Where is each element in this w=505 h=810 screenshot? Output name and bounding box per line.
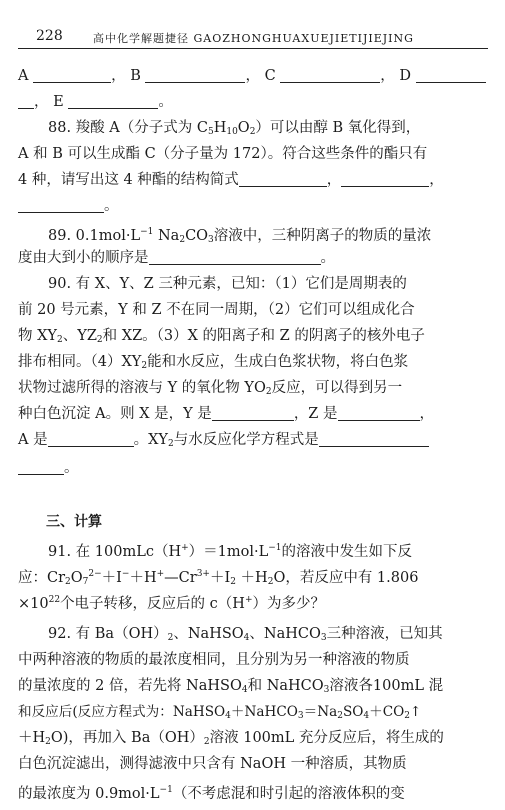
page-header (18, 28, 488, 49)
q88-line2: A 和 B 可以生成酯 C（分子量为 172）。符合这些条件的酯只有 (18, 146, 428, 162)
blank-line-e: ， E 。 (18, 92, 173, 112)
q90-line4: 排布相同。$(4)XY_2$能和水反应，生成白色浆状物，将白色浆 (18, 354, 409, 371)
q92-line3: 的量浓度的 2 倍，若先将 NaHSO$_4$和 NaHCO$_3$溶液各100mL 混 (18, 678, 444, 695)
q91-line3: $\times 10^{22}$个电子转移，反应后的 c（H+）为多少？ (18, 595, 325, 612)
blank-ester-2 (341, 170, 429, 187)
label-d: D (399, 68, 412, 84)
q91-line2: 应：$Cr_2O_7^{2-}+I^-+H^+—Cr^{3+}+I_2 +H_2O$，若反应中有 1.806 (18, 569, 419, 587)
blank-z (338, 404, 420, 421)
section-title: 三、计算 (46, 514, 102, 530)
q92-line7: 的最浓度为 $0.9mol\cdot L^{-1}$（不考虑混和时引起的溶液体积的变 (18, 785, 405, 802)
label-b: B (130, 68, 141, 84)
q92-line5: $+H_2O$)，再加入 $Ba(OH)_2$溶液 100mL 充分反应后，将生成的 (18, 730, 444, 747)
q88-line3: 4 种，请写出这 4 种酯的结构简式 ， ， (18, 172, 444, 188)
q89-line1: 89. $0.1mol\cdot L^{-1}$ $Na_2CO_3$溶液中，三种阴离子的物质的量浓 (48, 227, 432, 245)
blank-y (212, 404, 294, 421)
blank-b (145, 66, 245, 83)
q88-line4: 。 (18, 196, 119, 216)
blank-order (149, 248, 321, 265)
blank-a-compound (48, 430, 134, 447)
q88-line1: 88. 羧酸 A（分子式为 $C_5H_{10}O_2$）可以由醇 B 氧化得到， (48, 120, 421, 137)
q92-line1: 92. 有 $Ba(OH)_2$、NaHSO$_4$、NaHCO$_3$三种溶液，已知其 (48, 626, 443, 643)
blank-equation (319, 430, 429, 447)
q92-line6: 白色沉淀滤出，测得滤液中只含有 NaOH 一种溶质，其物质 (18, 756, 407, 772)
q90-line2: 前 20 号元素，Y 和 Z 不在同一周期，（2）它们可以组成化合 (18, 302, 415, 318)
blank-c (280, 66, 380, 83)
blank-ester-3 (18, 196, 104, 213)
q92-line4: 和反应后(反应方程式为：$NaHSO_4+NaHCO_3=Na_2SO_4+CO_2↑$ (18, 704, 422, 721)
q90-line7: A 是 。$XY_2$与水反应化学方程式是 (18, 430, 429, 454)
q91-line1: 91. 在 $100mLc(H^+)=1mol\cdot L^{-1}$的溶液中发生如下反 (48, 543, 413, 560)
blank-line-abcd: A ， B ， C ， D (18, 66, 486, 86)
q89-line2: 度由大到小的顺序是 。 (18, 250, 335, 266)
q90-line5: 状物过滤所得的溶液与 Y 的氧化物 $YO_2$反应，可以得到另一 (18, 380, 403, 397)
blank-ester-1 (239, 170, 327, 187)
running-title: 高中化学解题捷径 GAOZHONGHUAXUEJIETIJIEJING (93, 32, 414, 45)
blank-equation-cont (18, 458, 64, 475)
blank-d (416, 66, 486, 83)
q90-line3: 物 $XY_2$、$YZ_2$和 XZ。（3）X 的阳离子和 Z 的阴离子的核外电子 (18, 328, 425, 345)
q92-line2: 中两种溶液的物质的最浓度相同，且分别为另一种溶液的物质 (18, 652, 410, 668)
q90-line6: 种白色沉淀 A。则 X 是，Y 是 ，Z 是 ， (18, 406, 434, 422)
q90-line8: 。 (18, 458, 79, 478)
page-number: 228 (36, 28, 63, 44)
blank-a (33, 66, 111, 83)
label-e: E (53, 94, 64, 110)
q90-line1: 90. 有 X、Y、Z 三种元素，已知：（1）它们是周期表的 (48, 276, 407, 292)
label-a: A (18, 68, 29, 84)
label-c: C (264, 68, 276, 84)
blank-e (68, 92, 158, 109)
